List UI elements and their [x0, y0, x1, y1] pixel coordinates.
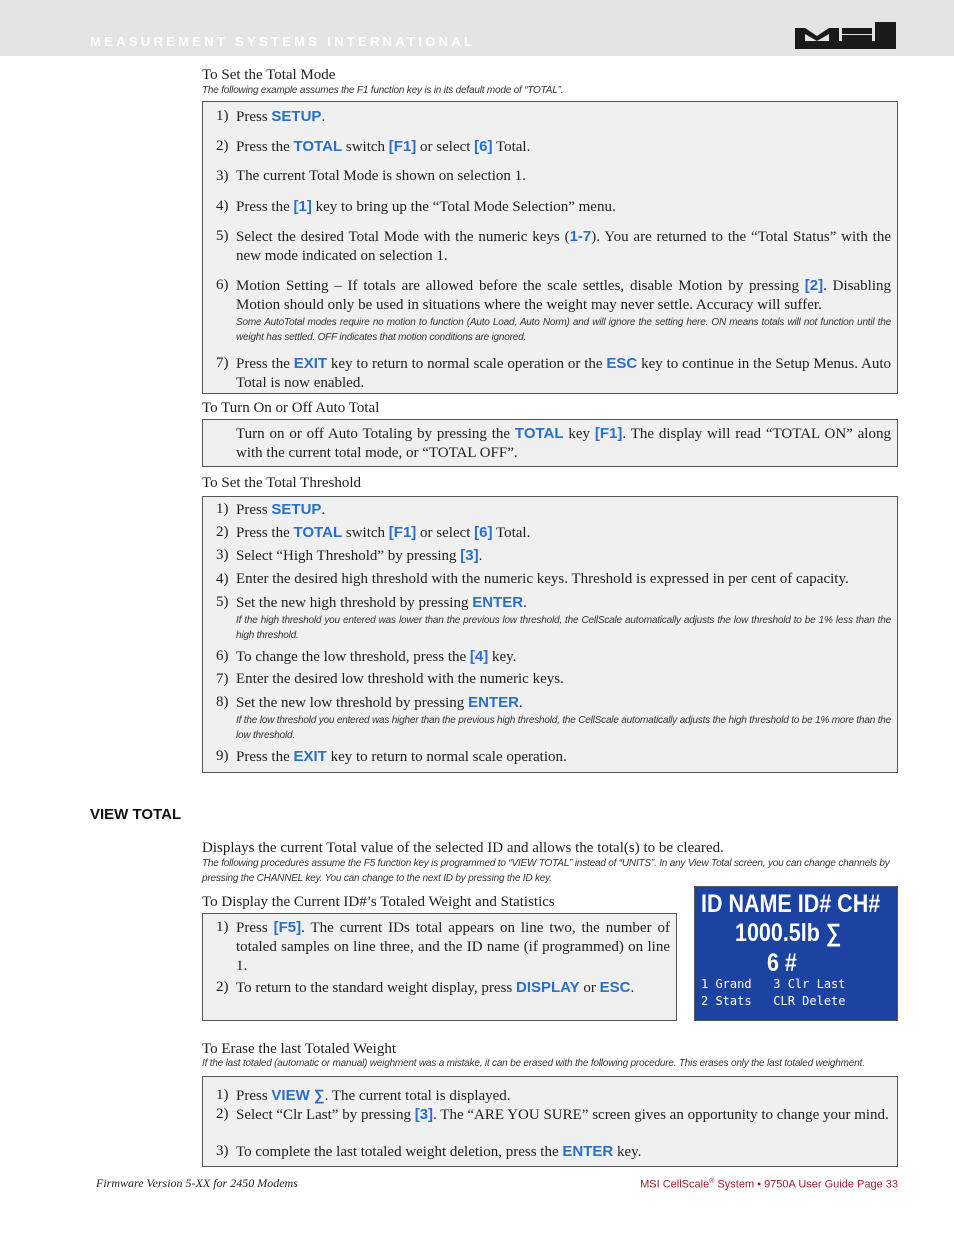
step-text: To change the low threshold, press the [4] key. — [236, 648, 517, 665]
step-9 — [216, 747, 891, 767]
step-text: Press SETUP. — [236, 108, 326, 125]
key-name: TOTAL — [293, 524, 343, 541]
step-number: 7) — [216, 671, 229, 687]
step-number: 5) — [216, 594, 229, 610]
step-number: 7) — [216, 355, 229, 371]
brand-text: MEASUREMENT SYSTEMS INTERNATIONAL — [90, 34, 476, 49]
step-text: The current Total Mode is shown on selection 1. — [236, 168, 526, 184]
key-name: [F1] — [388, 138, 417, 155]
step-text: Enter the desired low threshold with the numeric keys. — [236, 671, 564, 687]
lcd-line-2: 1000.5lb ∑ — [735, 919, 842, 947]
view-total-intro: Displays the current Total value of the selected ID and allows the total(s) to be cleared. — [202, 840, 724, 856]
step-4 — [216, 570, 891, 589]
step-7 — [216, 354, 891, 393]
lcd-line-3: 6 # — [767, 949, 797, 977]
step-6 — [216, 276, 891, 345]
key-name: [6] — [474, 138, 493, 155]
step-number: 1) — [216, 1087, 229, 1103]
step-3 — [216, 167, 891, 186]
auto-total-title: To Turn On or Off Auto Total — [202, 400, 380, 416]
step-number: 2) — [216, 1106, 229, 1122]
step-number: 2) — [216, 138, 229, 154]
threshold-title: To Set the Total Threshold — [202, 475, 361, 491]
display-total-title: To Display the Current ID#’s Totaled Weight and Statistics — [202, 894, 555, 910]
key-name: EXIT — [293, 355, 328, 372]
key-name: VIEW ∑ — [271, 1087, 325, 1104]
step-number: 8) — [216, 694, 229, 710]
key-name: ESC — [599, 979, 631, 996]
step-text: Press the TOTAL switch [F1] or select [6] Total. — [236, 138, 531, 155]
key-name: [3] — [414, 1106, 434, 1123]
step-text: Press the EXIT key to return to normal scale operation or the ESC key to continue in the Setup Menus. Auto Total is now enabled. — [236, 355, 891, 391]
lcd-line-1: ID NAME ID# CH# — [701, 890, 881, 918]
step-7 — [216, 670, 891, 689]
step-number: 6) — [216, 277, 229, 293]
key-name: [F5] — [273, 919, 302, 936]
step-6 — [216, 647, 891, 667]
key-name: SETUP — [271, 501, 322, 518]
step-text: Select “High Threshold” by pressing [3]. — [236, 547, 483, 564]
firmware-version: Firmware Version 5-XX for 2450 Modems — [96, 1176, 298, 1190]
step-text: Press [F5]. The current IDs total appears on line two, the number of totaled samples on line three, and the ID name (if programmed) on line 1. — [236, 919, 670, 974]
step-number: 4) — [216, 571, 229, 587]
step-number: 1) — [216, 108, 229, 124]
step-1 — [216, 918, 670, 976]
step-text: Press SETUP. — [236, 501, 326, 518]
erase-total-title: To Erase the last Totaled Weight — [202, 1041, 397, 1057]
lcd-line-5: 2 Stats CLR Delete — [701, 994, 846, 1008]
step-number: 3) — [216, 547, 229, 563]
key-name: SETUP — [271, 108, 322, 125]
step-4 — [216, 197, 891, 217]
key-name: [2] — [804, 277, 824, 294]
msi-logo — [795, 22, 896, 50]
step-text: Press the EXIT key to return to normal scale operation. — [236, 748, 567, 765]
step-number: 3) — [216, 168, 229, 184]
display-total-steps — [202, 913, 677, 1021]
step-number: 5) — [216, 228, 229, 244]
step-text: Set the new high threshold by pressing ENTER. — [236, 594, 527, 611]
erase-total-steps — [202, 1076, 898, 1167]
key-name: [1] — [293, 198, 312, 215]
step-5 — [216, 593, 891, 643]
lcd-line-4: 1 Grand 3 Clr Last — [701, 977, 846, 991]
step-note: Some AutoTotal modes require no motion to function (Auto Load, Auto Norm) and will ignore the setting here. ON means totals will not function until the weight has settled. OFF indicates that motion conditions are ignored. — [236, 317, 891, 343]
step-number: 1) — [216, 501, 229, 517]
step-text: To return to the standard weight display, press DISPLAY or ESC. — [236, 979, 635, 996]
step-number: 1) — [216, 919, 229, 935]
step-1 — [216, 107, 891, 127]
step-number: 6) — [216, 648, 229, 664]
threshold-steps — [202, 496, 898, 773]
key-name: ENTER — [468, 694, 519, 711]
step-note: If the low threshold you entered was higher than the previous high threshold, the CellScale automatically adjusts the high threshold to be 1% more than the low threshold. — [236, 715, 891, 741]
step-3 — [216, 1142, 891, 1162]
step-text: Motion Setting – If totals are allowed before the scale settles, disable Motion by pressing [2]. Disabling Motion should only be used in situations where the weight may never settle. Accuracy will suffer. — [236, 277, 891, 313]
step-text: Set the new low threshold by pressing ENTER. — [236, 694, 523, 711]
step-1 — [216, 1086, 891, 1106]
step-number: 2) — [216, 979, 229, 995]
step-text: Turn on or off Auto Totaling by pressing the TOTAL key [F1]. The display will read “TOTAL ON” along with the current total mode, or “TOTAL OFF”. — [236, 425, 891, 461]
step-8 — [216, 693, 891, 743]
view-total-heading: VIEW TOTAL — [90, 806, 182, 823]
key-name: ESC — [606, 355, 638, 372]
key-name: [6] — [474, 524, 493, 541]
step-number: 4) — [216, 198, 229, 214]
set-total-mode-steps — [202, 101, 898, 394]
erase-total-note: If the last totaled (automatic or manual) weighment was a mistake, it can be erased with the following procedure. This erases only the last totaled weighment. — [202, 1058, 865, 1069]
auto-total-text — [216, 424, 891, 463]
set-total-mode-title: To Set the Total Mode — [202, 67, 336, 83]
view-total-note: The following procedures assume the F5 function key is programmed to “VIEW TOTAL” instead of “UNITS”. In any View Total screen, you can change channels by pressing the CHANNEL key. You can change to the next ID by pressing the ID key. — [202, 858, 890, 884]
key-name: ENTER — [562, 1143, 614, 1160]
key-name: ENTER — [472, 594, 524, 611]
step-number: 9) — [216, 748, 229, 764]
step-note: If the high threshold you entered was lower than the previous low threshold, the CellScale automatically adjusts the low threshold to be 1% less than the high threshold. — [236, 615, 891, 641]
key-name: [4] — [469, 648, 489, 665]
step-text: Press the TOTAL switch [F1] or select [6] Total. — [236, 524, 531, 541]
step-2 — [216, 978, 670, 998]
key-name: DISPLAY — [516, 979, 580, 996]
step-text: Enter the desired high threshold with the numeric keys. Threshold is expressed in per cent of capacity. — [236, 571, 849, 587]
step-text: Press VIEW ∑. The current total is displayed. — [236, 1087, 511, 1104]
step-3 — [216, 546, 891, 566]
set-total-mode-note: The following example assumes the F1 function key is in its default mode of “TOTAL”. — [202, 85, 564, 96]
step-text: Select the desired Total Mode with the numeric keys (1-7). You are returned to the “Total Status” with the new mode indicated on selection 1. — [236, 228, 891, 264]
step-2 — [216, 1105, 891, 1125]
key-name: TOTAL — [293, 138, 343, 155]
lcd-display — [694, 886, 898, 1021]
step-text: Select “Clr Last” by pressing [3]. The “ARE YOU SURE” screen gives an opportunity to change your mind. — [236, 1106, 889, 1123]
key-name: [F1] — [594, 425, 623, 442]
step-text: To complete the last totaled weight deletion, press the ENTER key. — [236, 1143, 642, 1160]
key-name: [3] — [460, 547, 479, 564]
key-name: TOTAL — [514, 425, 564, 442]
step-number: 2) — [216, 524, 229, 540]
step-1 — [216, 500, 891, 520]
page-header — [0, 0, 954, 56]
step-2 — [216, 137, 891, 157]
key-name: [F1] — [388, 524, 417, 541]
step-text: Press the [1] key to bring up the “Total Mode Selection” menu. — [236, 198, 616, 215]
auto-total-box — [202, 419, 898, 467]
step-2 — [216, 523, 891, 543]
key-name: EXIT — [293, 748, 327, 765]
page-footer-info: MSI CellScale® System • 9750A User Guide Page 33 — [640, 1178, 898, 1191]
key-name: 1-7 — [569, 228, 592, 245]
step-number: 3) — [216, 1143, 229, 1159]
step-5 — [216, 227, 891, 266]
